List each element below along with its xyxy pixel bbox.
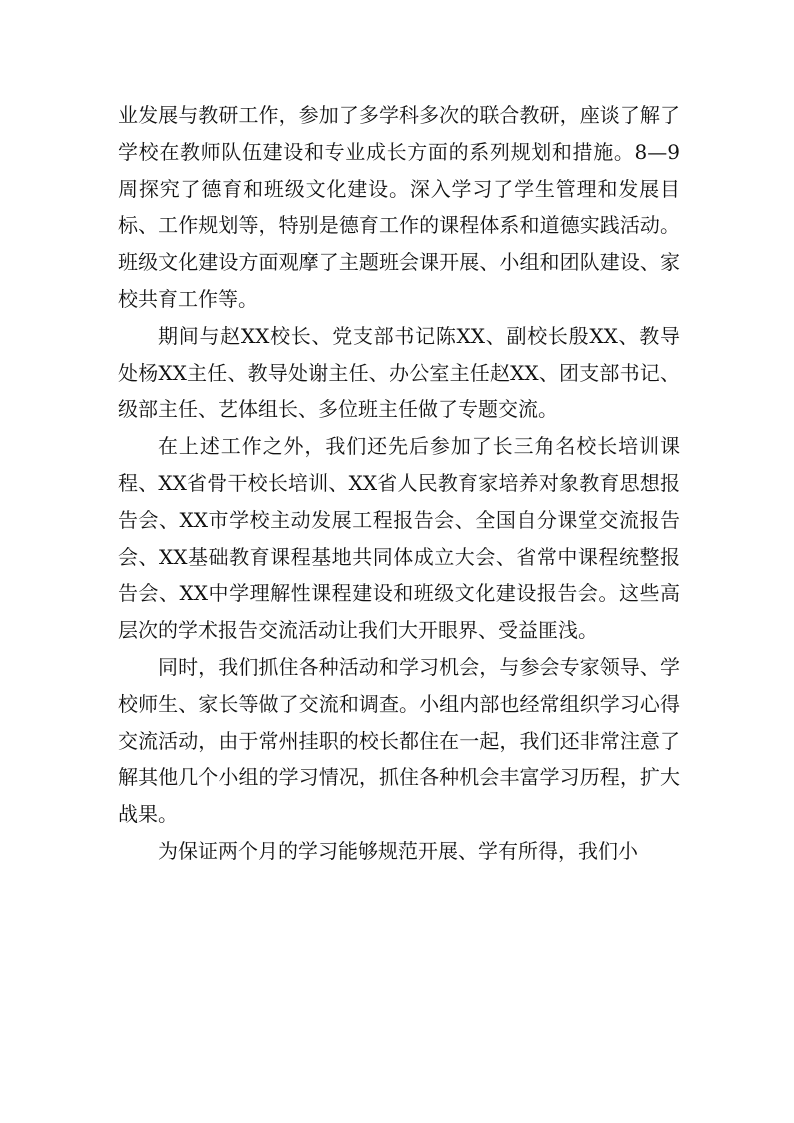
paragraph-3: 在上述工作之外，我们还先后参加了长三角名校长培训课程、XX省骨干校长培训、XX省人民教育家培养对象教育思想报告会、XX市学校主动发展工程报告会、全国自分课堂交流报告会、XX基础教育课程基地共同体成立大会、省常中课程统整报告会、XX中学理解性课程建设和班级文化建设报告会。这些高层次的学术报告交流活动让我们大开眼界、受益匪浅。 <box>118 434 680 643</box>
paragraph-2: 期间与赵XX校长、党支部书记陈XX、副校长殷XX、教导处杨XX主任、教导处谢主任、办公室主任赵XX、团支部书记、级部主任、艺体组长、多位班主任做了专题交流。 <box>118 323 680 422</box>
paragraph-5: 为保证两个月的学习能够规范开展、学有所得，我们小 <box>158 838 638 863</box>
paragraph-4: 同时，我们抓住各种活动和学习机会，与参会专家领导、学校师生、家长等做了交流和调查。小组内部也经常组织学习心得交流活动，由于常州挂职的校长都住在一起，我们还非常注意了解其他几个小组的学习情况，抓住各种机会丰富学习历程，扩大战果。 <box>118 654 680 827</box>
document-body <box>118 97 680 870</box>
paragraph-1: 业发展与教研工作，参加了多学科多次的联合教研，座谈了解了学校在教师队伍建设和专业成长方面的系列规划和措施。8—9周探究了德育和班级文化建设。深入学习了学生管理和发展目标、工作规划等，特别是德育工作的课程体系和道德实践活动。班级文化建设方面观摩了主题班会课开展、小组和团队建设、家校共育工作等。 <box>118 103 680 311</box>
